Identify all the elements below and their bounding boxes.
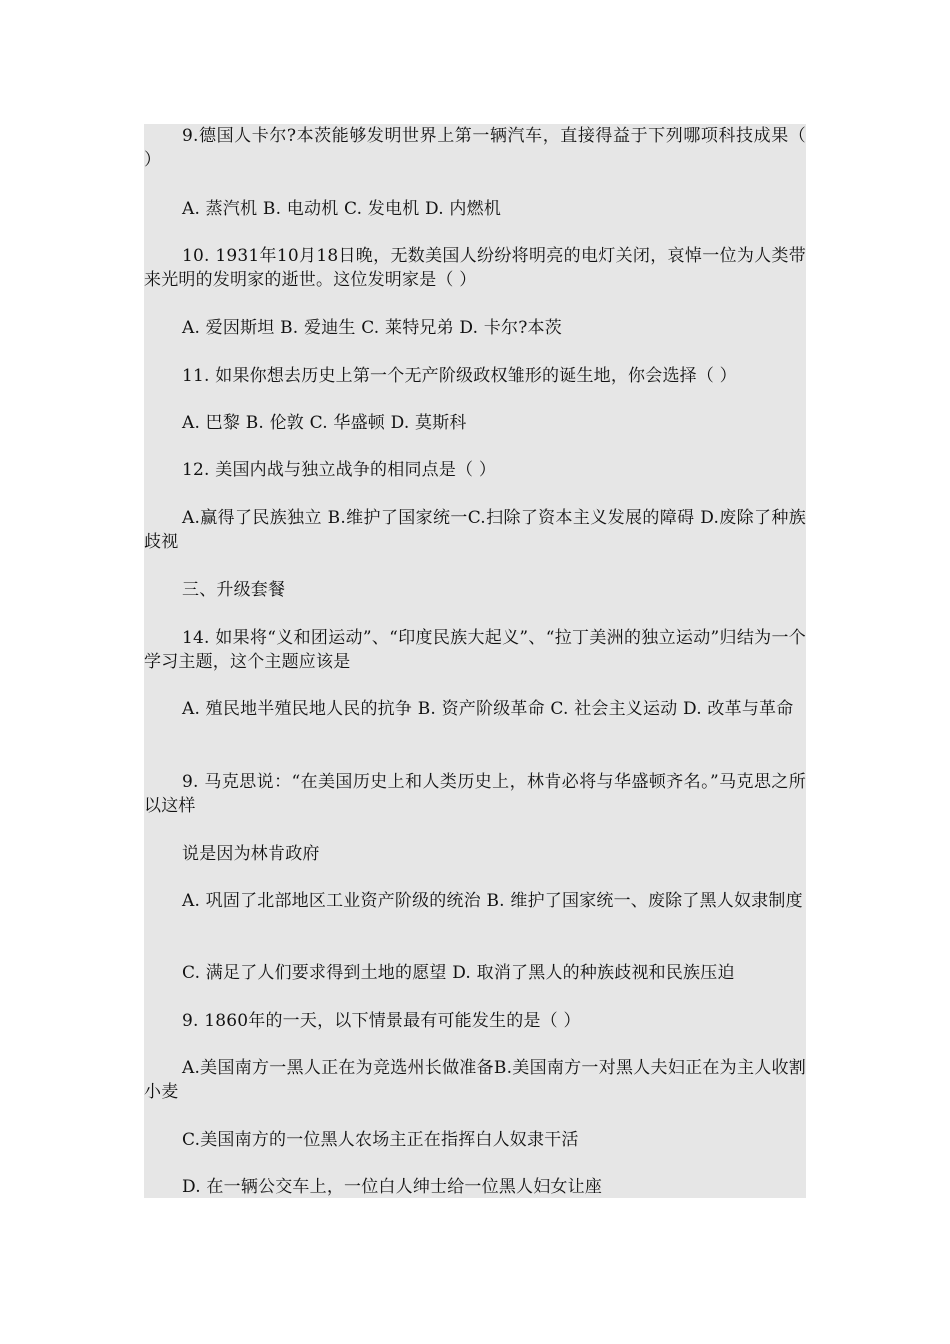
question-12-stem: 12. 美国内战与独立战争的相同点是（ ） <box>182 460 497 480</box>
question-marx-options-cd: C. 满足了人们要求得到土地的愿望 D. 取消了黑人的种族歧视和民族压迫 <box>182 963 735 983</box>
question-1860-options-ab: A.美国南方一黑人正在为竞选州长做准备B.美国南方一对黑人夫妇正在为主人收割小麦 <box>144 1058 806 1102</box>
question-10-stem: 10. 1931年10月18日晚，无数美国人纷纷将明亮的电灯关闭，哀悼一位为人类带来光明的发明家的逝世。这位发明家是（ ） <box>144 246 806 290</box>
question-1860-option-c: C.美国南方的一位黑人农场主正在指挥白人奴隶干活 <box>182 1130 579 1150</box>
question-14-stem: 14. 如果将“义和团运动”、“印度民族大起义”、“拉丁美洲的独立运动”归结为一个学习主题，这个主题应该是 <box>144 628 806 672</box>
question-14-options: A. 殖民地半殖民地人民的抗争 B. 资产阶级革命 C. 社会主义运动 D. 改革与革命 <box>182 699 794 719</box>
question-marx-stem: 9. 马克思说：“在美国历史上和人类历史上，林肯必将与华盛顿齐名。”马克思之所以这样 <box>144 772 806 816</box>
question-1860-stem: 9. 1860年的一天，以下情景最有可能发生的是（ ） <box>182 1011 581 1031</box>
question-9-stem: 9.德国人卡尔?本茨能够发明世界上第一辆汽车，直接得益于下列哪项科技成果（ ） <box>144 126 806 170</box>
question-11-options: A. 巴黎 B. 伦敦 C. 华盛顿 D. 莫斯科 <box>182 413 467 433</box>
question-marx-stem-continued: 说是因为林肯政府 <box>182 844 320 864</box>
section-heading: 三、升级套餐 <box>182 580 286 600</box>
question-1860-option-d: D. 在一辆公交车上，一位白人绅士给一位黑人妇女让座 <box>182 1177 603 1197</box>
question-marx-options-ab: A. 巩固了北部地区工业资产阶级的统治 B. 维护了国家统一、废除了黑人奴隶制度 <box>182 891 803 911</box>
question-11-stem: 11. 如果你想去历史上第一个无产阶级政权雏形的诞生地，你会选择（ ） <box>182 366 737 386</box>
question-12-options: A.赢得了民族独立 B.维护了国家统一C.扫除了资本主义发展的障碍 D.废除了种族歧视 <box>144 508 806 552</box>
question-9-options: A. 蒸汽机 B. 电动机 C. 发电机 D. 内燃机 <box>182 199 502 219</box>
question-10-options: A. 爱因斯坦 B. 爱迪生 C. 莱特兄弟 D. 卡尔?本茨 <box>182 318 562 338</box>
